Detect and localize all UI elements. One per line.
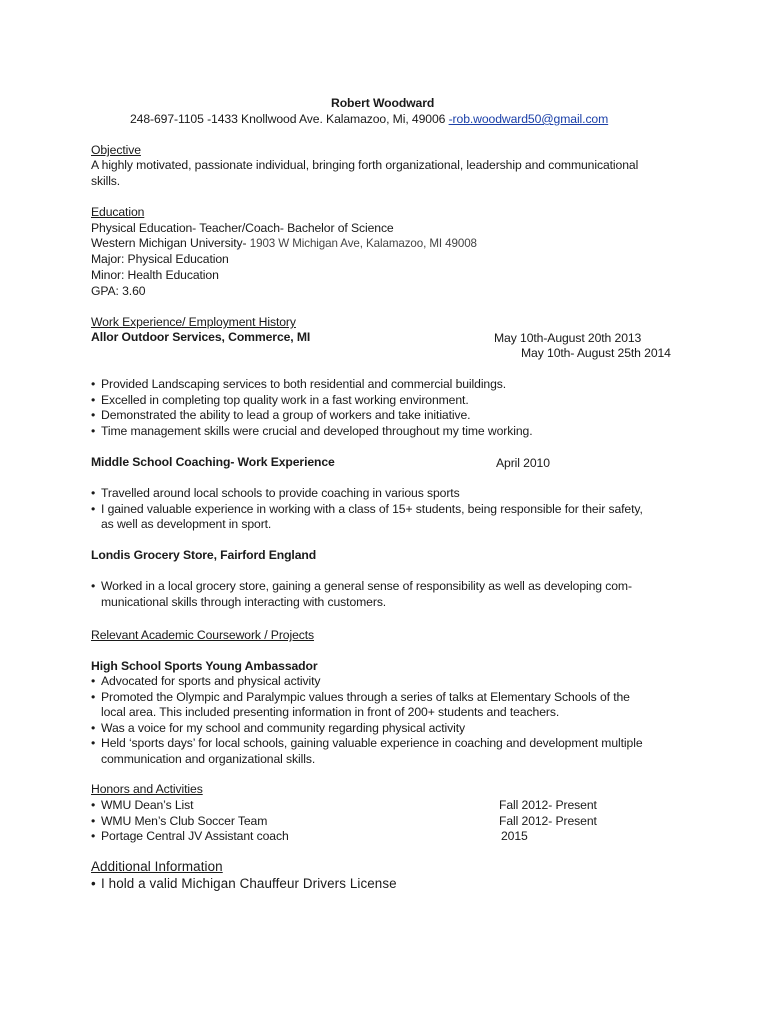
job-title: Middle School Coaching- Work Experience bbox=[91, 455, 335, 469]
honors-list bbox=[91, 798, 691, 845]
resume-name: Robert Woodward bbox=[331, 96, 435, 110]
coursework-heading: Relevant Academic Coursework / Projects bbox=[91, 628, 315, 642]
job-title: Allor Outdoor Services, Commerce, MI bbox=[91, 330, 311, 344]
list-item: • Held ‘sports days’ for local schools, gaining valuable experience in coaching and development multiple communication and organizational skills. bbox=[91, 736, 643, 766]
additional-list bbox=[91, 876, 691, 892]
honor-date: Fall 2012- Present bbox=[499, 814, 597, 828]
list-item: • Time management skills were crucial and developed throughout my time working. bbox=[91, 423, 533, 438]
contact-line bbox=[130, 112, 608, 127]
job-date: May 10th- August 25th 2014 bbox=[521, 346, 671, 360]
list-item: • Demonstrated the ability to lead a group of workers and take initiative. bbox=[91, 408, 471, 423]
list-item: • Worked in a local grocery store, gaining a general sense of responsibility as well as developing com- municational skills through interacting with customers. bbox=[91, 579, 632, 609]
list-item: • Promoted the Olympic and Paralympic values through a series of talks at Elementary Schools of the local area. This included presenting information in front of 200+ students and teachers. bbox=[91, 689, 630, 720]
list-item: • Was a voice for my school and community regarding physical activity bbox=[91, 720, 466, 735]
education-heading: Education bbox=[91, 205, 145, 219]
job-bullet-list bbox=[91, 377, 691, 439]
list-item: • Travelled around local schools to provide coaching in various sports bbox=[91, 486, 460, 500]
list-item: • Provided Landscaping services to both residential and commercial buildings. bbox=[91, 377, 507, 391]
major: Major: Physical Education bbox=[91, 252, 229, 266]
work-heading: Work Experience/ Employment History bbox=[91, 315, 296, 329]
contact-info: 248-697-1105 -1433 Knollwood Ave. Kalamazoo, Mi, 49006 bbox=[130, 112, 449, 126]
objective-line-1: A highly motivated, passionate individual, bringing forth organizational, leadership and communicational bbox=[91, 158, 639, 172]
job-bullet-list bbox=[91, 486, 691, 533]
honors-heading: Honors and Activities bbox=[91, 782, 203, 796]
list-item: • Excelled in completing top quality work in a fast working environment. bbox=[91, 392, 469, 407]
list-item: • WMU Men’s Club Soccer Team bbox=[91, 813, 268, 828]
project-title: High School Sports Young Ambassador bbox=[91, 659, 318, 673]
job-title: Londis Grocery Store, Fairford England bbox=[91, 548, 317, 562]
job-date: April 2010 bbox=[496, 456, 550, 470]
email-link[interactable]: -rob.woodward50@gmail.com bbox=[448, 112, 609, 126]
list-item: • I hold a valid Michigan Chauffeur Drivers License bbox=[91, 876, 397, 891]
school-name: Western Michigan University- bbox=[91, 236, 250, 250]
objective-heading: Objective bbox=[91, 143, 141, 157]
degree: Physical Education- Teacher/Coach- Bachelor of Science bbox=[91, 221, 394, 235]
school-address: 1903 W Michigan Ave, Kalamazoo, MI 49008 bbox=[249, 237, 477, 250]
honor-date: Fall 2012- Present bbox=[499, 798, 597, 812]
honor-date: 2015 bbox=[501, 829, 528, 843]
list-item: • Portage Central JV Assistant coach bbox=[91, 829, 289, 844]
gpa: GPA: 3.60 bbox=[91, 284, 146, 298]
job-date: May 10th-August 20th 2013 bbox=[494, 331, 642, 345]
project-bullet-list bbox=[91, 674, 691, 768]
minor: Minor: Health Education bbox=[91, 268, 219, 282]
list-item: • WMU Dean’s List bbox=[91, 798, 194, 812]
additional-heading: Additional Information bbox=[91, 859, 223, 874]
list-item: • I gained valuable experience in working with a class of 15+ students, being responsible for their safety, as well as development in sport. bbox=[91, 501, 643, 532]
objective-line-2: skills. bbox=[91, 174, 121, 188]
list-item: • Advocated for sports and physical activity bbox=[91, 674, 321, 688]
job-bullet-list bbox=[91, 579, 691, 610]
school-line bbox=[91, 236, 477, 251]
